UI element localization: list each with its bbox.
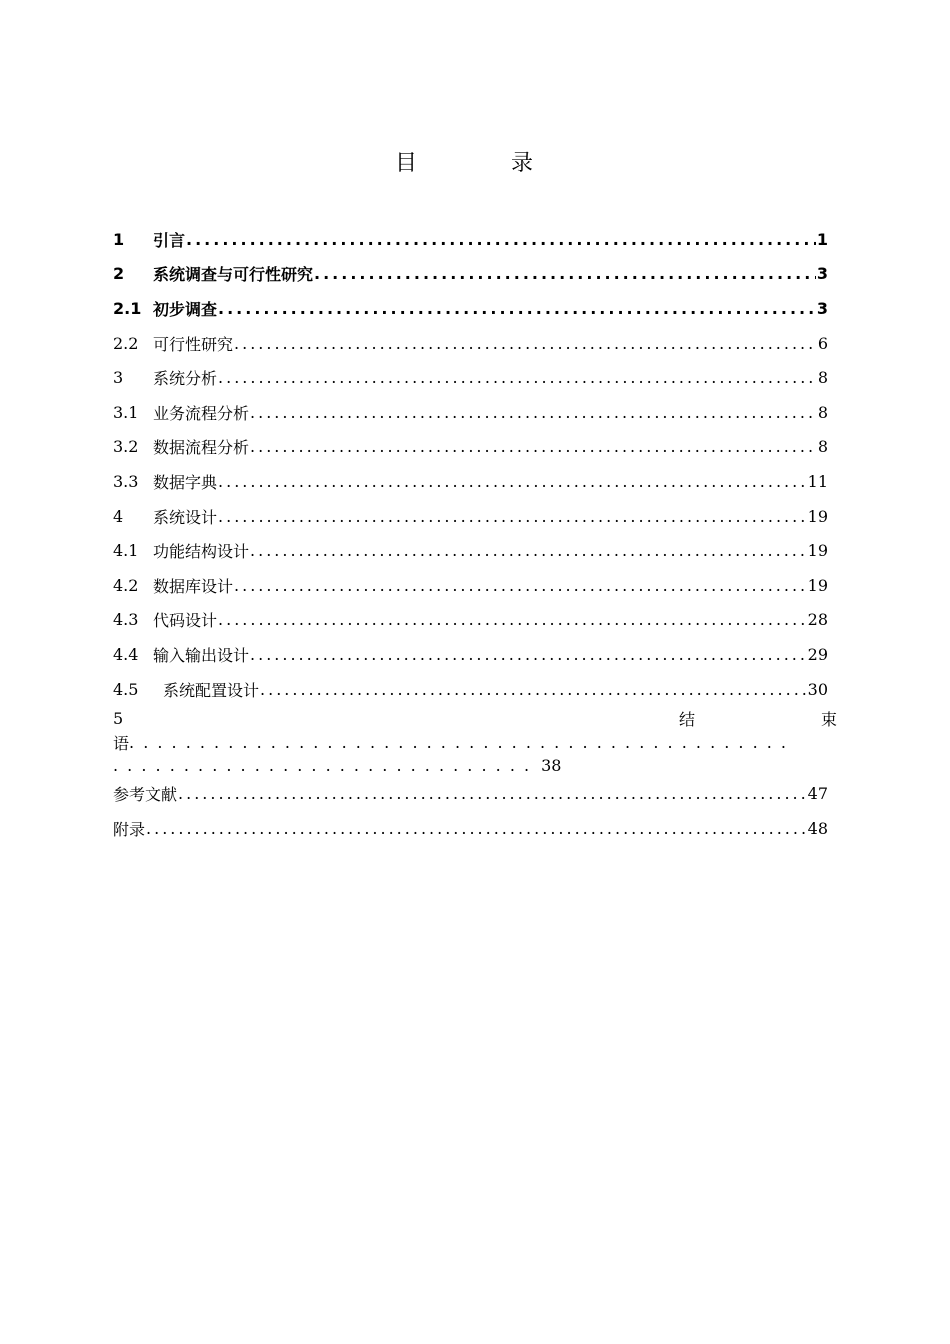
toc-entry-number: 3	[113, 368, 124, 388]
toc-leader-dots	[178, 784, 807, 803]
toc-entry-2[interactable]	[113, 257, 828, 292]
toc-entry-title: 附录	[113, 819, 146, 839]
toc-entry-5[interactable]	[113, 706, 837, 776]
toc-entry-title: 数据流程分析	[153, 438, 250, 458]
toc-entry-page: 8	[817, 437, 828, 457]
toc-entry-4-4[interactable]	[113, 637, 828, 672]
toc-leader-dots	[234, 576, 807, 595]
toc-entry-number: 2	[113, 264, 125, 284]
toc-entry-title: 代码设计	[153, 611, 218, 631]
toc-entry-title: 系统设计	[153, 507, 218, 527]
toc-entry-title: 系统配置设计	[163, 680, 260, 700]
toc-leader-dots	[250, 403, 817, 422]
toc-leader-dots	[234, 334, 817, 353]
toc-leader-dots	[260, 680, 807, 699]
toc-entry-number: 3.2	[113, 437, 139, 457]
toc-entry-page: 3	[816, 298, 828, 318]
toc-entry-page: 29	[807, 644, 828, 664]
toc-title: 目 录	[394, 151, 569, 176]
toc-entry-number: 3.3	[113, 471, 139, 491]
toc-leader-dots	[314, 264, 816, 283]
toc-entry-1[interactable]	[113, 222, 828, 257]
toc-entry-2-1[interactable]	[113, 291, 828, 326]
toc-entry-number: 3.1	[113, 402, 139, 422]
toc-leader-dots	[250, 437, 817, 456]
toc-entry-page: 3	[816, 264, 828, 284]
toc-leader-dots	[146, 819, 807, 838]
toc-entry-number: 4.4	[113, 644, 139, 664]
toc-entry-number: 2.1	[113, 298, 142, 318]
toc-leader-dots	[218, 507, 807, 526]
toc-entry-title: 数据库设计	[153, 576, 234, 596]
toc-entry-title: 业务流程分析	[153, 403, 250, 423]
toc-entry-page: 28	[807, 610, 828, 630]
toc-entry-page: 30	[807, 679, 828, 699]
toc-split-line	[113, 706, 837, 730]
toc-leader-dots	[218, 610, 807, 629]
toc-entry-title: 系统分析	[153, 369, 218, 389]
toc-entry-number: 4.3	[113, 610, 139, 630]
toc-leader-dots	[129, 733, 788, 752]
toc-entry-number: 4.2	[113, 575, 139, 595]
toc-entry-2-2[interactable]	[113, 326, 828, 361]
toc-entry-page: 19	[807, 506, 828, 526]
toc-entry-4[interactable]	[113, 499, 828, 534]
toc-entry-title-char: 结	[678, 709, 695, 729]
toc-entry-title: 输入输出设计	[153, 645, 250, 665]
toc-split-line	[113, 730, 837, 754]
toc-entry-title: 系统调查与可行性研究	[153, 265, 314, 285]
toc-entry-3-2[interactable]	[113, 430, 828, 465]
toc-entry-references[interactable]	[113, 776, 828, 811]
toc-split-line	[113, 754, 837, 776]
toc-entry-title: 参考文献	[113, 785, 178, 805]
toc-leader-dots	[186, 230, 816, 249]
toc-entry-title: 引言	[153, 230, 186, 250]
toc-entry-title: 初步调查	[153, 299, 218, 319]
toc-leader-dots	[218, 472, 807, 491]
toc-entry-page: 11	[807, 471, 828, 491]
toc-leader-dots	[218, 368, 817, 387]
toc-entry-page: 48	[807, 818, 828, 838]
toc-entry-page: 8	[817, 368, 828, 388]
toc-entry-3-1[interactable]	[113, 395, 828, 430]
toc-entry-4-3[interactable]	[113, 603, 828, 638]
toc-entry-page: 47	[807, 784, 828, 804]
toc-leader-dots	[218, 299, 816, 318]
toc-entry-number: 2.2	[113, 333, 139, 353]
toc-entry-3[interactable]	[113, 360, 828, 395]
toc-entry-page: 19	[807, 541, 828, 561]
toc-entry-page: 1	[816, 229, 828, 249]
toc-list	[113, 222, 837, 846]
toc-entry-number: 4.5	[113, 679, 139, 699]
toc-entry-3-3[interactable]	[113, 464, 828, 499]
toc-entry-number: 5	[113, 708, 124, 728]
toc-entry-appendix[interactable]	[113, 811, 828, 846]
toc-entry-number: 4	[113, 506, 124, 526]
toc-entry-number: 4.1	[113, 541, 139, 561]
toc-entry-title-char: 束	[820, 709, 837, 729]
toc-entry-title-char: 语	[113, 733, 130, 753]
toc-entry-4-5[interactable]	[113, 672, 828, 707]
toc-entry-title: 数据字典	[153, 472, 218, 492]
toc-entry-page: 6	[817, 333, 828, 353]
toc-entry-page: 19	[807, 575, 828, 595]
toc-entry-number: 1	[113, 229, 125, 249]
toc-entry-4-2[interactable]	[113, 568, 828, 603]
toc-entry-page: 8	[817, 402, 828, 422]
toc-entry-title: 可行性研究	[153, 334, 234, 354]
toc-entry-title: 功能结构设计	[153, 542, 250, 562]
toc-entry-page: 38	[541, 755, 562, 775]
toc-leader-dots	[250, 645, 807, 664]
toc-leader-dots	[250, 541, 807, 560]
toc-leader-dots	[113, 756, 531, 775]
toc-entry-4-1[interactable]	[113, 533, 828, 568]
